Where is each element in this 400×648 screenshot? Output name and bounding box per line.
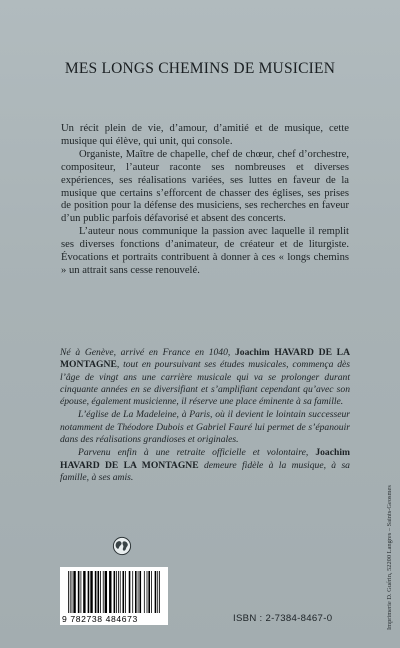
barcode-bars (68, 571, 160, 613)
bio-text: , tout en poursuivant ses études musicales, commença dès l’âge de vingt ans une carrière musicale qui va se prolonger durant cinquante années en se diversifiant et s’amplifiant cependant qu’avec son épouse, également musicienne, il réserve une place éminente à sa famille. (60, 359, 350, 408)
bio-text: Né à Genève, arrivé en France en 1040, (60, 347, 231, 358)
isbn: ISBN : 2-7384-8467-0 (233, 613, 333, 624)
barcode-bar (103, 571, 104, 613)
barcode-number: 9 782738 484673 (62, 614, 138, 624)
barcode-bar (147, 571, 148, 613)
barcode-bar (114, 571, 116, 613)
barcode-bar (72, 571, 73, 613)
barcode-bar (95, 571, 97, 613)
barcode-bar (122, 571, 124, 613)
barcode-bar (139, 571, 141, 613)
barcode-bar (73, 571, 75, 613)
barcode-bar (81, 571, 82, 613)
barcode-bar (116, 571, 117, 613)
barcode-bar (105, 571, 107, 613)
barcode-bar (83, 571, 85, 613)
globe-icon (112, 536, 132, 556)
barcode-bar (155, 571, 157, 613)
barcode-bar (109, 571, 111, 613)
printer-credit: Imprimerie D. Guérin, 52200 Langres – Saints-Geosmes (386, 485, 393, 630)
blurb-paragraph: Organiste, Maître de chapelle, chef de chœur, chef d’orchestre, compositeur, l’auteur raconte ses nombreuses et diverses expériences, ses réalisations variées, ses luttes en faveur de la musique que certains s’efforcent de chasser des églises, ses prises de position pour la défense des musiciens, ses recherches en faveur d’un public parfois défavorisé et absent des concerts. (61, 148, 349, 225)
barcode-bar (159, 571, 160, 613)
barcode-bar (138, 571, 139, 613)
book-blurb (61, 123, 349, 278)
bio-paragraph: L’église de La Madeleine, à Paris, où il devient le lointain successeur notamment de Théodore Dubois et Gabriel Fauré lui permet de s’épanouir dans des réalisations grandioses et originales. (60, 409, 350, 446)
barcode (60, 567, 168, 625)
barcode-bar (148, 571, 150, 613)
barcode-bar (120, 571, 121, 613)
blurb-paragraph: Un récit plein de vie, d’amour, d’amitié et de musique, cette musique qui élève, qui unit, qui console. (61, 123, 349, 147)
barcode-bar (97, 571, 99, 613)
author-biography (60, 347, 350, 484)
bio-text: demeure fidèle à la musique, à sa famille, à ses amis. (60, 459, 350, 483)
barcode-bar (125, 571, 126, 613)
barcode-bar (88, 571, 90, 613)
bio-text: Parvenu enfin à une retraite officielle et volontaire, (78, 447, 309, 459)
author-name: Joachim HAVARD DE LA MONTAGNE (60, 447, 350, 471)
blurb-paragraph: L’auteur nous communique la passion avec laquelle il remplit ses diverses fonctions d’animateur, de créateur et de liturgiste. Évocations et portraits contribuent à donner à ces « longs chemins » un attrait sans cesse renouvelé. (61, 226, 349, 276)
barcode-bar (70, 571, 71, 613)
barcode-bar (100, 571, 101, 613)
barcode-bar (151, 571, 152, 613)
barcode-bar (90, 571, 92, 613)
bio-paragraph (60, 447, 350, 484)
barcode-bar (118, 571, 119, 613)
barcode-bar (129, 571, 131, 613)
author-name: Joachim HAVARD DE LA MONTAGNE (60, 347, 350, 371)
bio-paragraph (60, 347, 350, 408)
barcode-bar (157, 571, 158, 613)
barcode-bar (68, 571, 69, 613)
book-title: MES LONGS CHEMINS DE MUSICIEN (64, 60, 336, 77)
barcode-bar (144, 571, 145, 613)
barcode-bar (132, 571, 133, 613)
barcode-bar (135, 571, 137, 613)
barcode-bar (78, 571, 80, 613)
